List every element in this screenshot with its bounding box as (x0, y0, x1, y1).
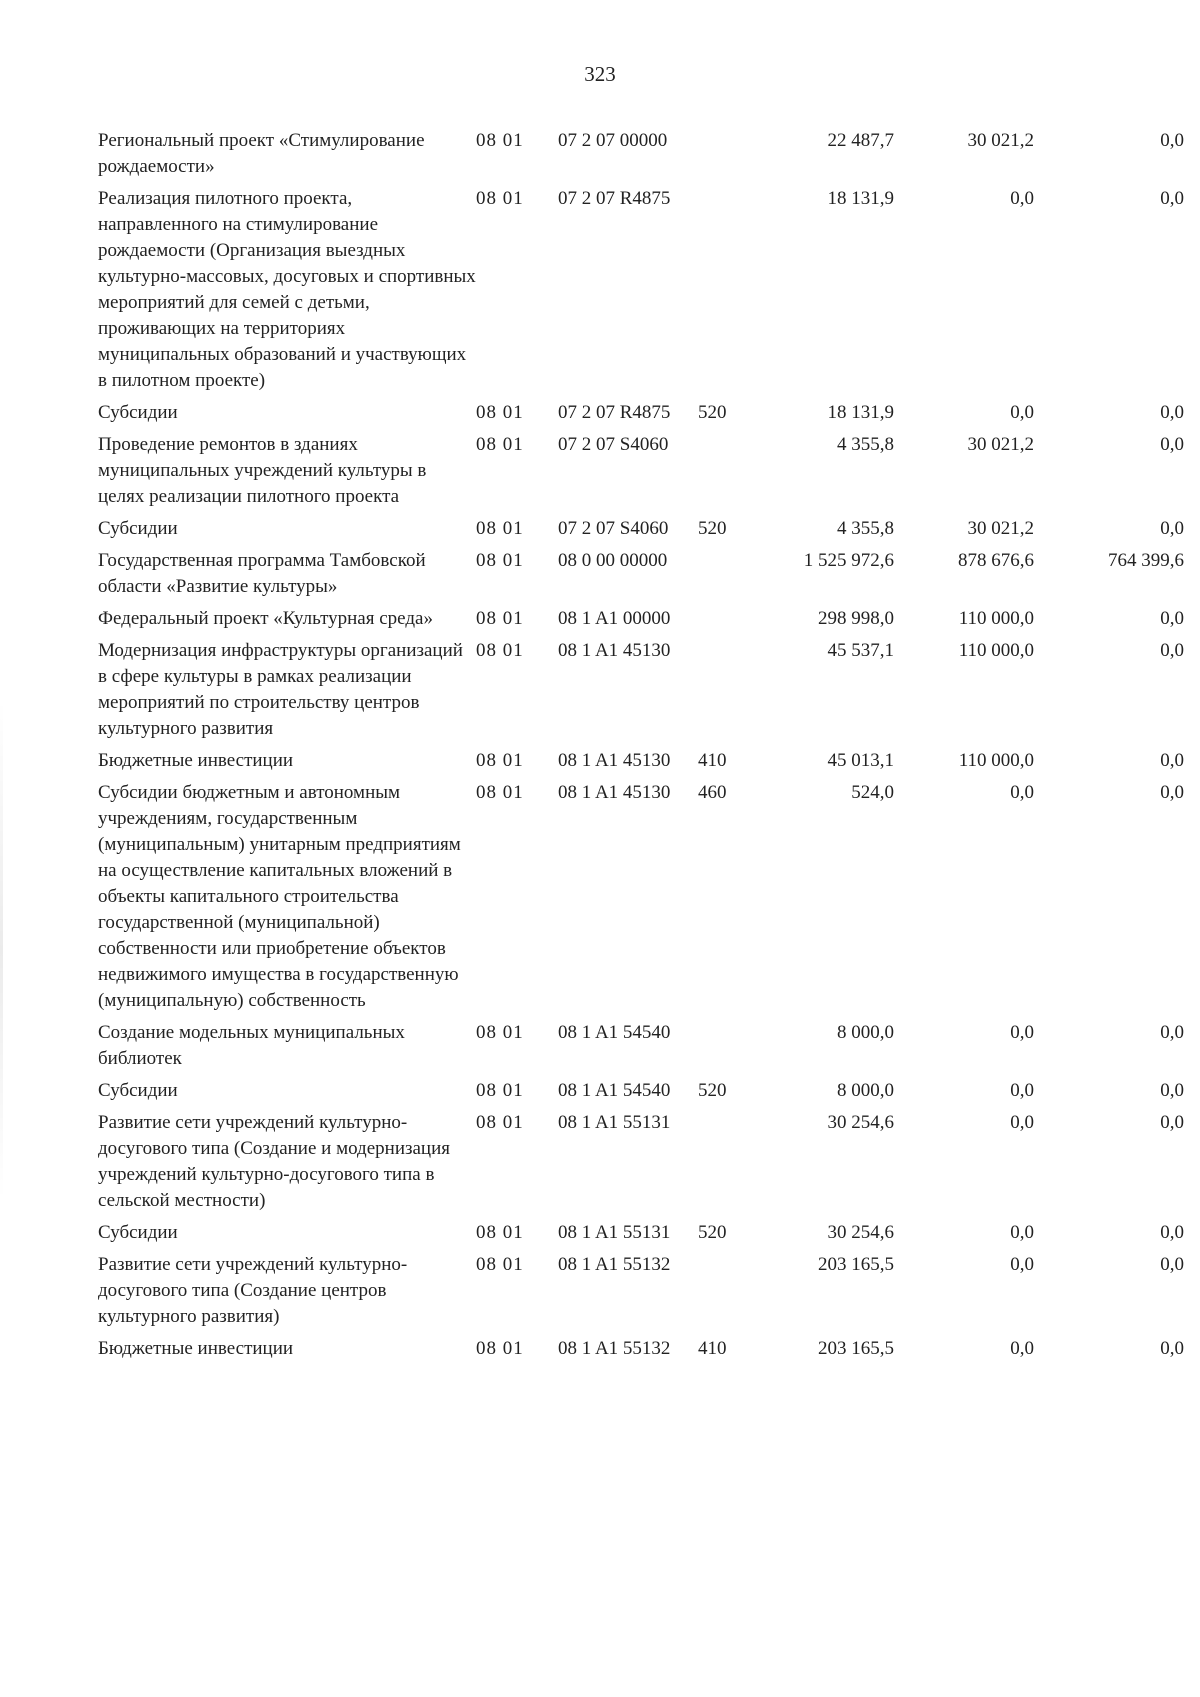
row-article-code: 07 2 07 R4875 (558, 402, 671, 423)
row-article-code: 08 1 A1 45130 (558, 750, 671, 771)
row-amount-1: 203 165,5 (818, 1338, 894, 1359)
row-amount-3: 0,0 (1160, 640, 1184, 661)
row-amount-2: 0,0 (1010, 402, 1034, 423)
row-expense-kind: 410 (698, 750, 727, 771)
table-row (98, 1220, 1184, 1252)
budget-table (98, 128, 1184, 1368)
row-amount-2: 0,0 (1010, 188, 1034, 209)
row-amount-2: 0,0 (1010, 782, 1034, 803)
row-amount-3: 0,0 (1160, 1338, 1184, 1359)
table-row (98, 1252, 1184, 1336)
row-amount-1: 8 000,0 (837, 1080, 894, 1101)
row-expense-kind: 460 (698, 782, 727, 803)
row-amount-3: 0,0 (1160, 608, 1184, 629)
row-amount-3: 0,0 (1160, 518, 1184, 539)
table-row (98, 780, 1184, 1020)
row-section-code: 08 01 (476, 608, 524, 629)
row-section-code: 08 01 (476, 130, 524, 151)
row-section-code: 08 01 (476, 402, 524, 423)
row-amount-3: 0,0 (1160, 402, 1184, 423)
row-amount-2: 878 676,6 (958, 550, 1034, 571)
row-amount-1: 30 254,6 (827, 1112, 894, 1133)
row-amount-1: 45 537,1 (827, 640, 894, 661)
row-article-code: 07 2 07 R4875 (558, 188, 671, 209)
table-row (98, 1078, 1184, 1110)
row-amount-1: 22 487,7 (827, 130, 894, 151)
row-amount-3: 0,0 (1160, 188, 1184, 209)
row-amount-2: 30 021,2 (967, 130, 1034, 151)
row-section-code: 08 01 (476, 434, 524, 455)
row-name: Субсидии (98, 1222, 178, 1243)
row-amount-2: 0,0 (1010, 1338, 1034, 1359)
table-row (98, 548, 1184, 606)
page-number: 323 (584, 62, 616, 86)
row-amount-1: 524,0 (851, 782, 894, 803)
row-amount-2: 0,0 (1010, 1222, 1034, 1243)
row-amount-3: 0,0 (1160, 1222, 1184, 1243)
table-row (98, 638, 1184, 748)
row-section-code: 08 01 (476, 640, 524, 661)
row-expense-kind: 520 (698, 1080, 727, 1101)
row-amount-2: 110 000,0 (958, 608, 1034, 629)
row-section-code: 08 01 (476, 750, 524, 771)
row-expense-kind (698, 1020, 748, 1078)
row-section-code: 08 01 (476, 1338, 524, 1359)
row-amount-2: 0,0 (1010, 1112, 1034, 1133)
row-amount-1: 45 013,1 (827, 750, 894, 771)
row-name: Субсидии (98, 518, 178, 539)
row-article-code: 07 2 07 00000 (558, 130, 668, 151)
row-name: Модернизация инфраструктуры организаций в сфере культуры в рамках реализации мероприятий по строительству центров культурного развития (98, 640, 463, 739)
row-amount-2: 0,0 (1010, 1022, 1034, 1043)
row-amount-2: 30 021,2 (967, 518, 1034, 539)
row-amount-3: 0,0 (1160, 1254, 1184, 1275)
scan-edge-shadow (0, 700, 3, 1200)
row-expense-kind (698, 186, 748, 400)
table-row (98, 516, 1184, 548)
row-article-code: 08 1 A1 54540 (558, 1022, 671, 1043)
row-article-code: 08 1 A1 55131 (558, 1222, 671, 1243)
table-row (98, 432, 1184, 516)
row-name: Бюджетные инвестиции (98, 1338, 294, 1359)
row-expense-kind (698, 606, 748, 638)
row-section-code: 08 01 (476, 1112, 524, 1133)
row-amount-1: 4 355,8 (837, 434, 894, 455)
row-expense-kind: 410 (698, 1338, 727, 1359)
row-amount-3: 0,0 (1160, 1112, 1184, 1133)
row-name: Субсидии бюджетным и автономным учреждениям, государственным (муниципальным) унитарным предприятиям на осуществление капитальных вложений в объекты капитального строительства государственной (муниципальной) собственности или приобретение объектов недвижимого имущества в государственную (муниципальную) собственность (98, 782, 461, 1011)
row-amount-3: 0,0 (1160, 1080, 1184, 1101)
row-name: Развитие сети учреждений культурно-досугового типа (Создание и модернизация учреждений культурно-досугового типа в сельской местности) (98, 1112, 451, 1211)
row-name: Субсидии (98, 402, 178, 423)
table-row (98, 1020, 1184, 1078)
row-section-code: 08 01 (476, 518, 524, 539)
row-section-code: 08 01 (476, 1222, 524, 1243)
row-name: Субсидии (98, 1080, 178, 1101)
table-row (98, 606, 1184, 638)
row-amount-3: 0,0 (1160, 434, 1184, 455)
row-section-code: 08 01 (476, 1022, 524, 1043)
row-article-code: 08 1 A1 55132 (558, 1338, 671, 1359)
row-article-code: 08 1 A1 55131 (558, 1112, 671, 1133)
row-amount-1: 18 131,9 (827, 188, 894, 209)
row-section-code: 08 01 (476, 188, 524, 209)
row-amount-3: 0,0 (1160, 130, 1184, 151)
row-amount-2: 110 000,0 (958, 750, 1034, 771)
row-amount-3: 0,0 (1160, 782, 1184, 803)
row-expense-kind (698, 432, 748, 516)
row-amount-1: 4 355,8 (837, 518, 894, 539)
table-row (98, 186, 1184, 400)
row-article-code: 08 0 00 00000 (558, 550, 668, 571)
row-name: Бюджетные инвестиции (98, 750, 294, 771)
row-section-code: 08 01 (476, 782, 524, 803)
row-expense-kind: 520 (698, 518, 727, 539)
row-name: Создание модельных муниципальных библиотек (98, 1022, 405, 1069)
budget-table-body (98, 128, 1184, 1368)
table-row (98, 400, 1184, 432)
row-name: Проведение ремонтов в зданиях муниципальных учреждений культуры в целях реализации пилотного проекта (98, 434, 427, 507)
row-amount-2: 0,0 (1010, 1254, 1034, 1275)
table-row (98, 1110, 1184, 1220)
row-expense-kind (698, 1110, 748, 1220)
row-expense-kind (698, 638, 748, 748)
row-name: Реализация пилотного проекта, направленного на стимулирование рождаемости (Организация выездных культурно-массовых, досуговых и спортивных мероприятий для семей с детьми, проживающих на территориях муниципальных образований и участвующих в пилотном проекте) (98, 188, 476, 391)
row-amount-2: 110 000,0 (958, 640, 1034, 661)
row-section-code: 08 01 (476, 550, 524, 571)
row-amount-3: 0,0 (1160, 750, 1184, 771)
row-article-code: 08 1 A1 45130 (558, 640, 671, 661)
row-section-code: 08 01 (476, 1254, 524, 1275)
row-amount-2: 0,0 (1010, 1080, 1034, 1101)
row-article-code: 08 1 A1 45130 (558, 782, 671, 803)
row-article-code: 07 2 07 S4060 (558, 518, 669, 539)
row-name: Федеральный проект «Культурная среда» (98, 608, 433, 629)
row-section-code: 08 01 (476, 1080, 524, 1101)
row-amount-1: 298 998,0 (818, 608, 894, 629)
row-expense-kind: 520 (698, 1222, 727, 1243)
row-article-code: 07 2 07 S4060 (558, 434, 669, 455)
table-row (98, 128, 1184, 186)
table-row (98, 748, 1184, 780)
table-row (98, 1336, 1184, 1368)
row-amount-3: 0,0 (1160, 1022, 1184, 1043)
row-expense-kind (698, 1252, 748, 1336)
row-amount-1: 8 000,0 (837, 1022, 894, 1043)
row-amount-1: 30 254,6 (827, 1222, 894, 1243)
row-name: Государственная программа Тамбовской области «Развитие культуры» (98, 550, 426, 597)
row-amount-1: 1 525 972,6 (803, 550, 894, 571)
row-expense-kind (698, 128, 748, 186)
row-amount-2: 30 021,2 (967, 434, 1034, 455)
row-amount-3: 764 399,6 (1108, 550, 1184, 571)
row-article-code: 08 1 A1 54540 (558, 1080, 671, 1101)
row-expense-kind: 520 (698, 402, 727, 423)
row-name: Региональный проект «Стимулирование рождаемости» (98, 130, 425, 177)
row-name: Развитие сети учреждений культурно-досугового типа (Создание центров культурного развития) (98, 1254, 408, 1327)
row-amount-1: 18 131,9 (827, 402, 894, 423)
row-amount-1: 203 165,5 (818, 1254, 894, 1275)
row-article-code: 08 1 A1 55132 (558, 1254, 671, 1275)
row-article-code: 08 1 A1 00000 (558, 608, 671, 629)
row-expense-kind (698, 548, 748, 606)
